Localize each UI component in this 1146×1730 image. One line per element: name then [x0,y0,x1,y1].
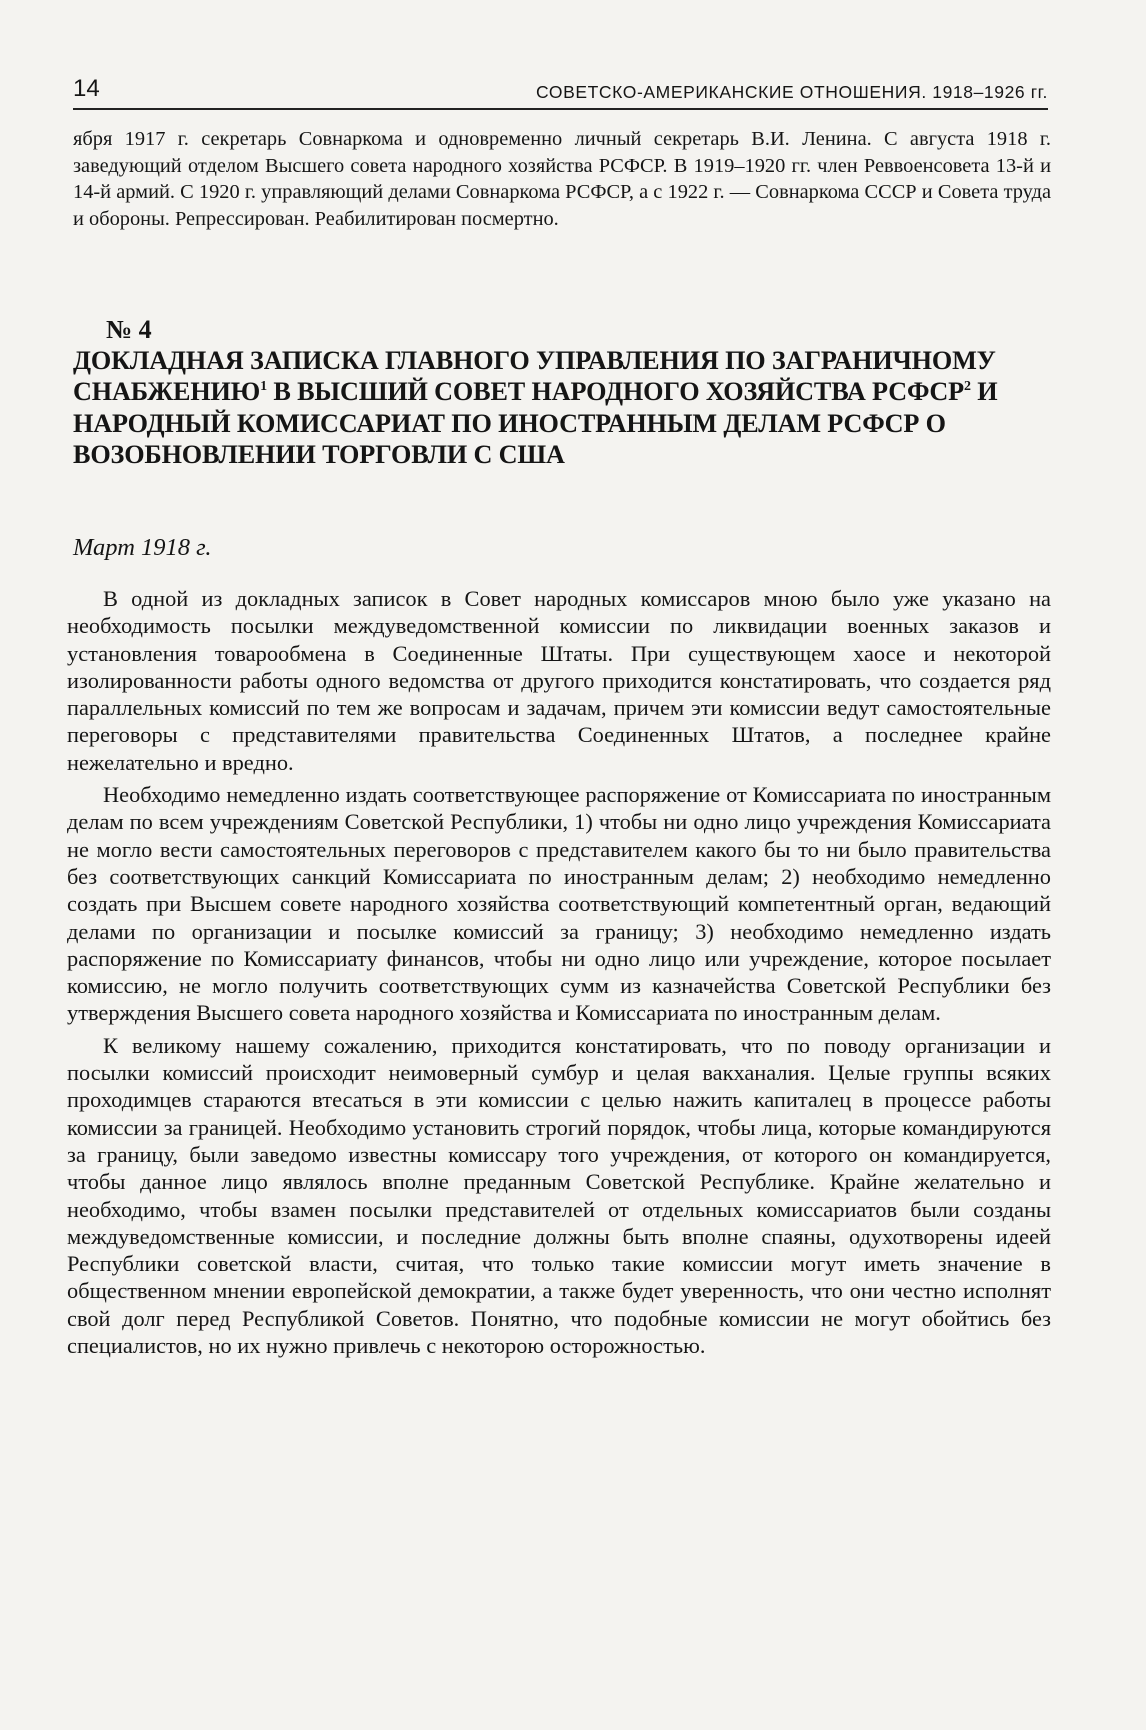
running-title: СОВЕТСКО-АМЕРИКАНСКИЕ ОТНОШЕНИЯ. 1918–1926 гг. [536,82,1048,102]
paragraph: Необходимо немедленно издать соответствующее распоряжение от Комиссариата по иностранным делам по всем учреждениям Советской Республики, 1) чтобы ни одно лицо учреждения Комиссариата не могло вести самостоятельных переговоров с представителем какого бы то ни было правительства без соответствующих санкций Комиссариата по иностранным делам; 2) необходимо немедленно создать при Высшем совете народного хозяйства соответствующий компетентный орган, ведающий делами по организации и посылке комиссий за границу; 3) необходимо немедленно издать распоряжение по Комиссариату финансов, чтобы ни одно лицо или учреждение, которое посылает комиссию, не могло получить соответствующих сумм из казначейства Советской Республики без утверждения Высшего совета народного хозяйства и Комиссариата по иностранным делам. [67,782,1051,1026]
page-header [73,74,1048,110]
paragraph: К великому нашему сожалению, приходится констатировать, что по поводу организации и посылки комиссий происходит неимоверный сумбур и целая вакханалия. Целые группы всяких проходимцев стараются втесаться в эти комиссии с целью нажить капиталец в процессе работы комиссии за границей. Необходимо установить строгий порядок, чтобы лица, которые командируются за границу, были заведомо известны комиссару того учреждения, от которого он командируется, чтобы данное лицо являлось вполне преданным Советской Республике. Крайне желательно и необходимо, чтобы взамен посылки представителей от отдельных комиссариатов были созданы междуведомственные комиссии, и последние должны быть вполне спаяны, одухотворены идеей Республики советской власти, считая, что только такие комиссии могут иметь значение в общественном мнении европейской демократии, а также будет уверенность, что они честно исполнят свой долг перед Республикой Советов. Понятно, что подобные комиссии не могут обойтись без специалистов, но их нужно привлечь с некоторою осторожностью. [67,1032,1051,1359]
document-number: № 4 [106,315,152,344]
title-part-3: И НАРОДНЫЙ КОМИССАРИАТ ПО ИНОСТРАННЫМ ДЕЛАМ РСФСР О ВОЗОБНОВЛЕНИИ ТОРГОВЛИ С США [73,377,998,470]
footnote-marker-1[interactable]: 1 [260,379,267,395]
document-body [67,585,1051,1364]
page-number: 14 [73,75,100,102]
title-part-2: В ВЫСШИЙ СОВЕТ НАРОДНОГО ХОЗЯЙСТВА РСФСР [266,377,964,407]
document-title [73,345,1013,471]
paragraph: В одной из докладных записок в Совет народных комиссаров мною было уже указано на необходимость посылки междуведомственной комиссии по ликвидации военных заказов и установления товарообмена в Соединенные Штаты. При существующем хаосе и некоторой изолированности работы одного ведомства от другого приходится констатировать, что создается ряд параллельных комиссий по тем же вопросам и задачам, причем эти комиссии ведут самостоятельные переговоры с представителями правительства Соединенных Штатов, а последнее крайне нежелательно и вредно. [67,586,1051,775]
title-part-1: ДОКЛАДНАЯ ЗАПИСКА ГЛАВНОГО УПРАВЛЕНИЯ ПО ЗАГРАНИЧНОМУ СНАБЖЕНИЮ [73,346,996,407]
biographical-note: ября 1917 г. секретарь Совнаркома и одновременно личный секретарь В.И. Ленина. С августа 1918 г. заведующий отделом Высшего совета народного хозяйства РСФСР. В 1919–1920 гг. член Реввоенсовета 13-й и 14-й армий. С 1920 г. управляющий делами Совнаркома РСФСР, а с 1922 г. — Совнаркома СССР и Совета труда и обороны. Репрессирован. Реабилитирован посмертно. [73,128,1051,230]
footnote-marker-2[interactable]: 2 [963,379,971,395]
document-date: Март 1918 г. [73,534,212,561]
